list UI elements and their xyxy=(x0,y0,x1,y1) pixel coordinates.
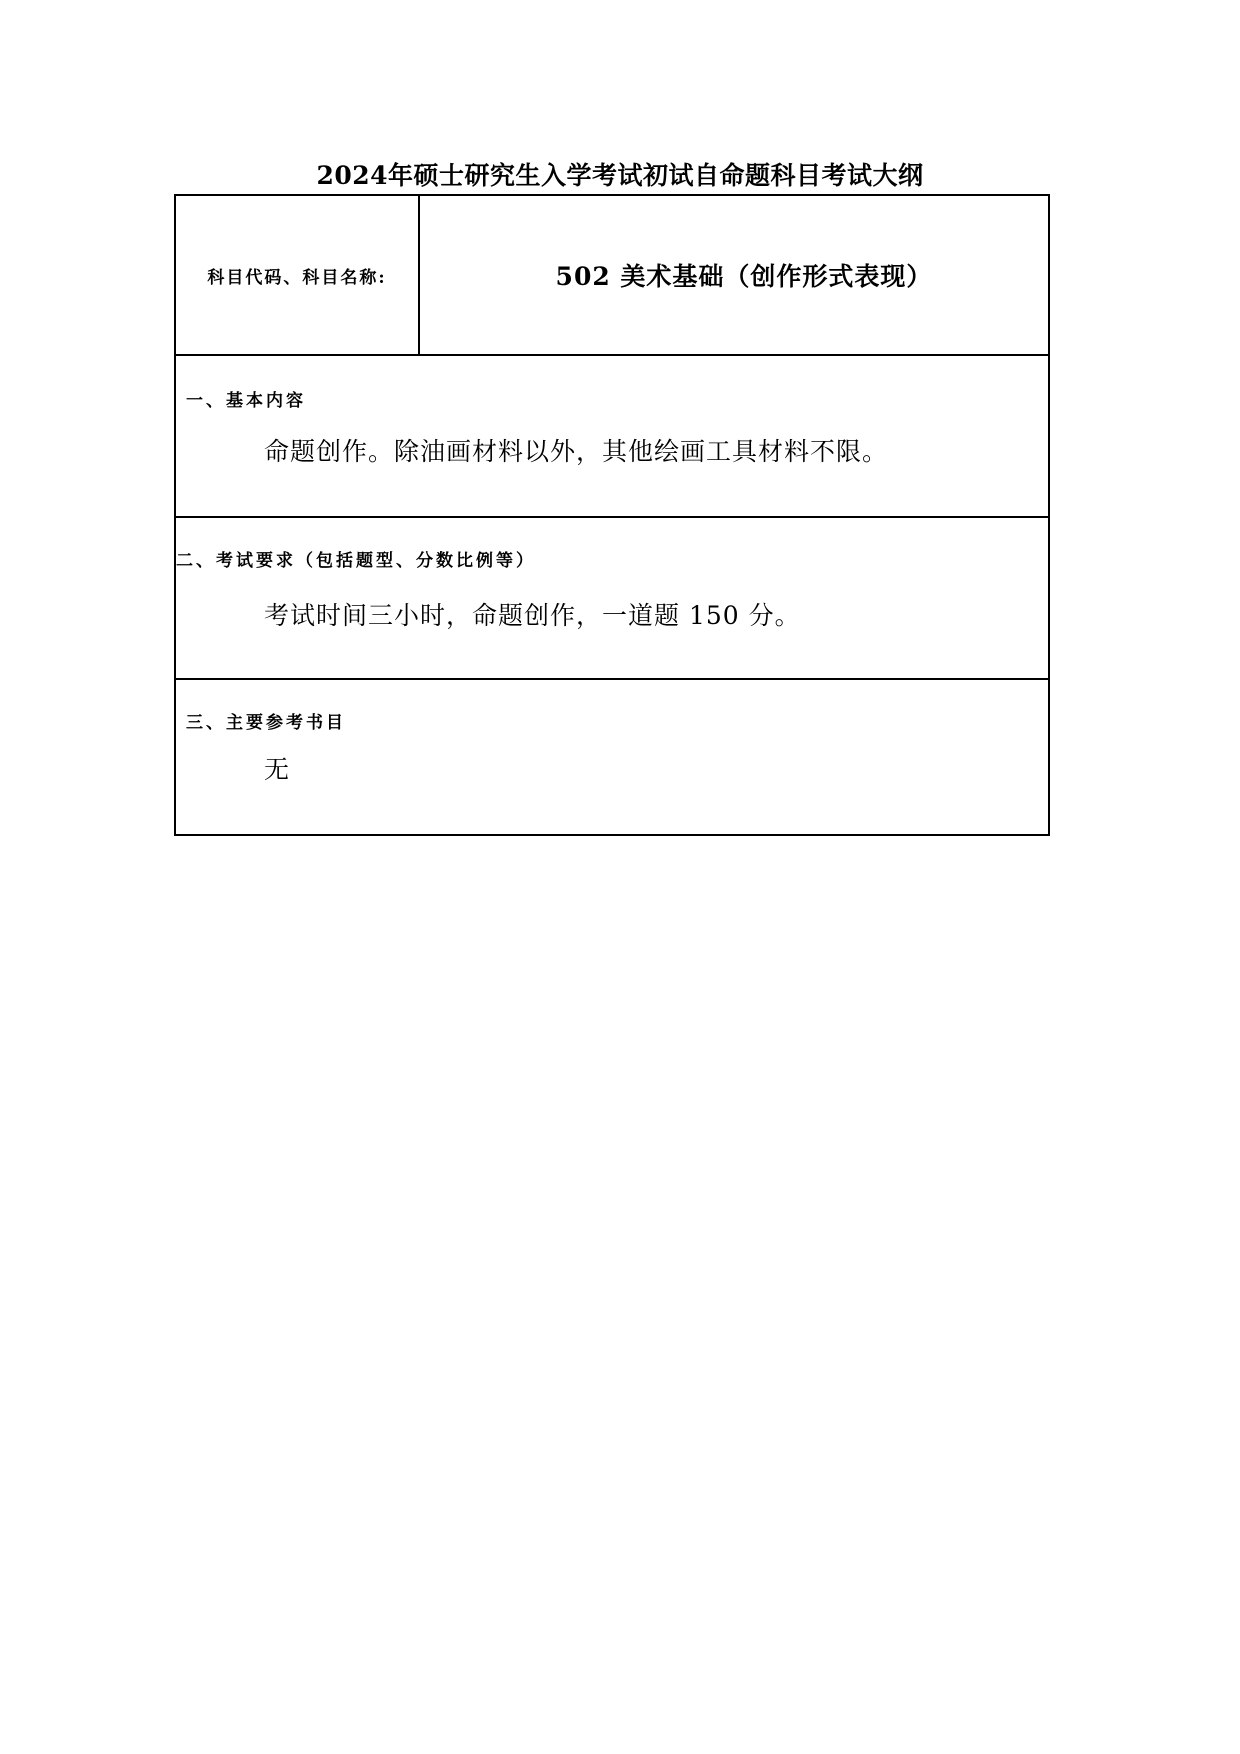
section-body: 命题创作。除油画材料以外，其他绘画工具材料不限。 xyxy=(264,437,889,466)
document-title: 2024年硕士研究生入学考试初试自命题科目考试大纲 xyxy=(316,161,924,190)
section-heading: 二、考试要求（包括题型、分数比例等） xyxy=(176,551,536,571)
section-exam-requirements xyxy=(176,518,1048,680)
subject-value: 502 美术基础（创作形式表现） xyxy=(555,262,933,291)
section-heading: 一、基本内容 xyxy=(186,391,306,411)
subject-label: 科目代码、科目名称: xyxy=(176,196,420,354)
subject-row xyxy=(176,196,1048,356)
section-reference-books xyxy=(176,680,1048,834)
section-body: 考试时间三小时，命题创作，一道题 150 分。 xyxy=(264,601,801,630)
section-heading: 三、主要参考书目 xyxy=(186,713,346,733)
section-body: 无 xyxy=(264,755,291,784)
section-basic-content xyxy=(176,356,1048,518)
syllabus-table xyxy=(174,194,1050,836)
